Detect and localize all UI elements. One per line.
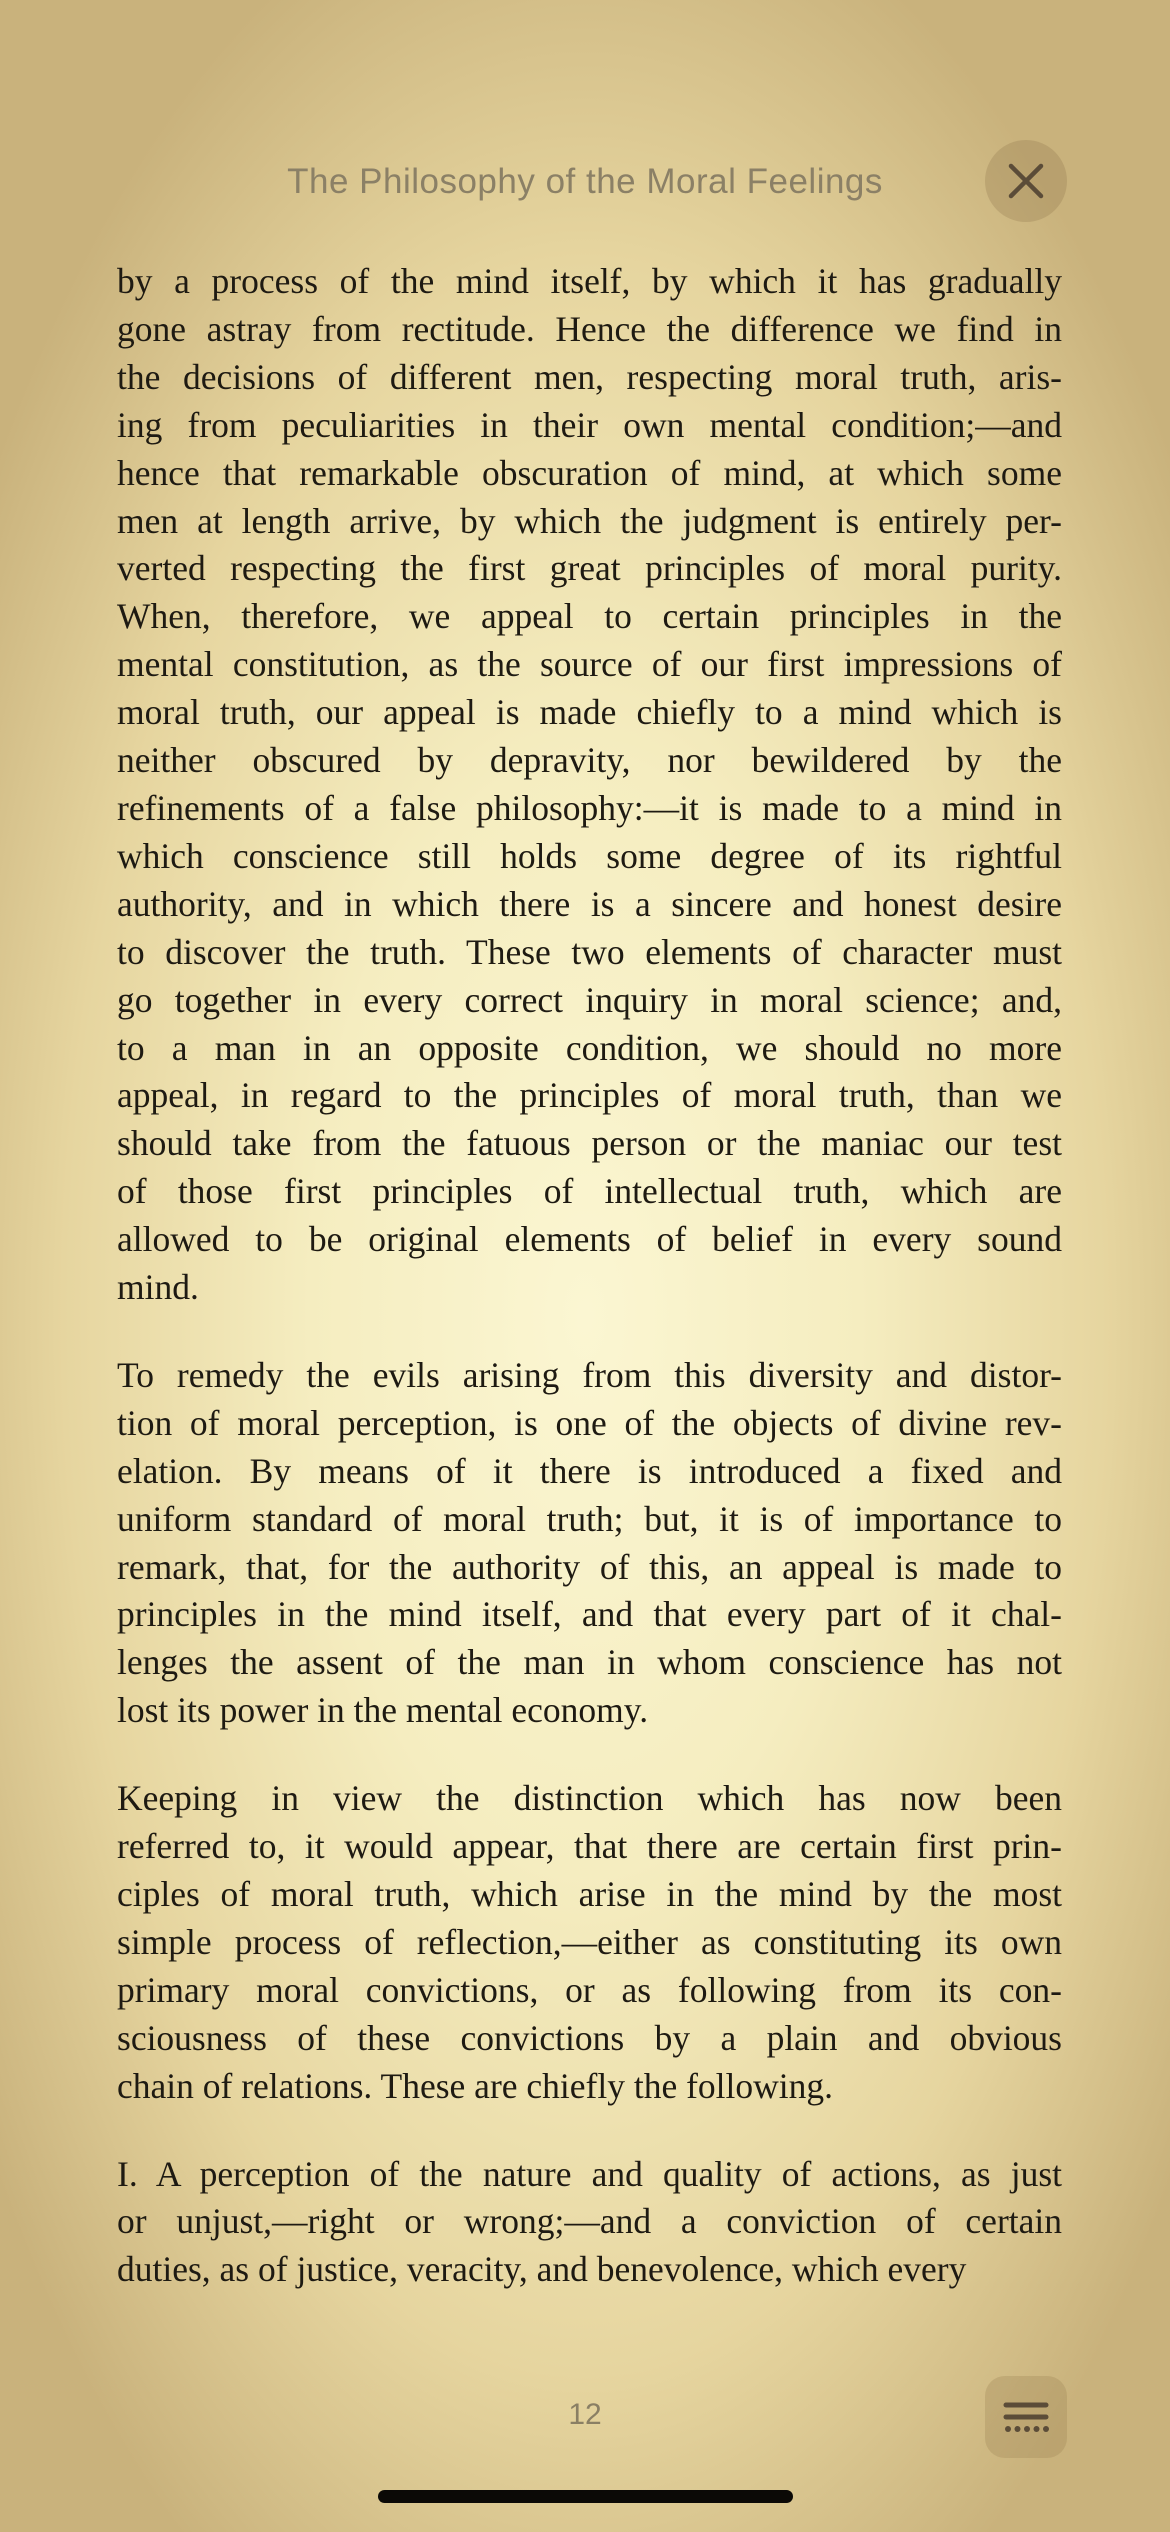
text-line: hence that remarkable obscuration of mind, at which some [117, 452, 1062, 493]
reader-menu-icon [1000, 2396, 1052, 2438]
text-line: go together in every correct inquiry in moral science; and, [117, 979, 1062, 1020]
text-line: primary moral convictions, or as following from its con- [117, 1969, 1062, 2010]
text-line: men at length arrive, by which the judgment is entirely per- [117, 500, 1062, 541]
text-line: remark, that, for the authority of this, an appeal is made to [117, 1546, 1062, 1587]
text-line: moral truth, our appeal is made chiefly to a mind which is [117, 692, 1062, 733]
text-line: lenges the assent of the man in whom conscience has not [117, 1642, 1062, 1683]
text-line: or unjust,—right or wrong;—and a conviction of certain [117, 2201, 1062, 2242]
text-line: by a process of the mind itself, by which it has gradually [117, 261, 1062, 301]
page-number: 12 [568, 2398, 602, 2431]
text-line: verted respecting the first great principles of moral purity. [117, 548, 1062, 589]
text-line: When, therefore, we appeal to certain principles in the [117, 596, 1062, 637]
text-line: which conscience still holds some degree of its rightful [117, 835, 1062, 876]
reader-header [0, 140, 1170, 230]
text-line: To remedy the evils arising from this diversity and distor- [117, 1354, 1062, 1395]
paragraph [117, 2151, 1062, 2295]
text-line: lost its power in the mental economy. [117, 1690, 649, 1731]
text-line: appeal, in regard to the principles of moral truth, than we [117, 1075, 1062, 1116]
book-page-text [117, 258, 1062, 2334]
text-line: to a man in an opposite condition, we should no more [117, 1027, 1062, 1068]
text-line: ciples of moral truth, which arise in the mind by the most [117, 1874, 1062, 1914]
text-line: mental constitution, as the source of our first impressions of [117, 644, 1062, 685]
text-line: elation. By means of it there is introduced a fixed and [117, 1450, 1062, 1491]
text-line: the decisions of different men, respecting moral truth, aris- [117, 356, 1062, 397]
paragraph [117, 258, 1062, 1312]
text-line: authority, and in which there is a sincere and honest desire [117, 883, 1062, 924]
reader-menu-button[interactable] [985, 2376, 1067, 2458]
home-indicator[interactable] [378, 2490, 793, 2503]
text-line: ing from peculiarities in their own mental condition;—and [117, 404, 1062, 445]
text-line: of those first principles of intellectual truth, which are [117, 1171, 1062, 1212]
text-line: I. A perception of the nature and quality of actions, as just [117, 2153, 1062, 2194]
text-line: duties, as of justice, veracity, and benevolence, which every [117, 2249, 967, 2290]
text-line: allowed to be original elements of belief in every sound [117, 1219, 1062, 1260]
text-line: simple process of reflection,—either as constituting its own [117, 1921, 1062, 1962]
text-line: sciousness of these convictions by a plain and obvious [117, 2017, 1062, 2058]
paragraph [117, 1352, 1062, 1735]
text-line: principles in the mind itself, and that every part of it chal- [117, 1594, 1062, 1635]
text-line: neither obscured by depravity, nor bewildered by the [117, 740, 1062, 781]
book-title: The Philosophy of the Moral Feelings [287, 162, 883, 201]
text-line: to discover the truth. These two elements of character must [117, 931, 1062, 972]
text-line: referred to, it would appear, that there are certain first prin- [117, 1826, 1062, 1867]
text-line: tion of moral perception, is one of the objects of divine rev- [117, 1402, 1062, 1443]
text-line: mind. [117, 1267, 199, 1308]
text-line: Keeping in view the distinction which has now been [117, 1778, 1062, 1819]
text-line: gone astray from rectitude. Hence the difference we find in [117, 308, 1062, 349]
text-line: should take from the fatuous person or the maniac our test [117, 1123, 1062, 1164]
text-line: chain of relations. These are chiefly the following. [117, 2065, 833, 2106]
close-icon [1006, 161, 1046, 201]
text-line: uniform standard of moral truth; but, it is of importance to [117, 1498, 1062, 1539]
paragraph [117, 1775, 1062, 2110]
text-line: refinements of a false philosophy:—it is made to a mind in [117, 787, 1062, 828]
close-button[interactable] [985, 140, 1067, 222]
